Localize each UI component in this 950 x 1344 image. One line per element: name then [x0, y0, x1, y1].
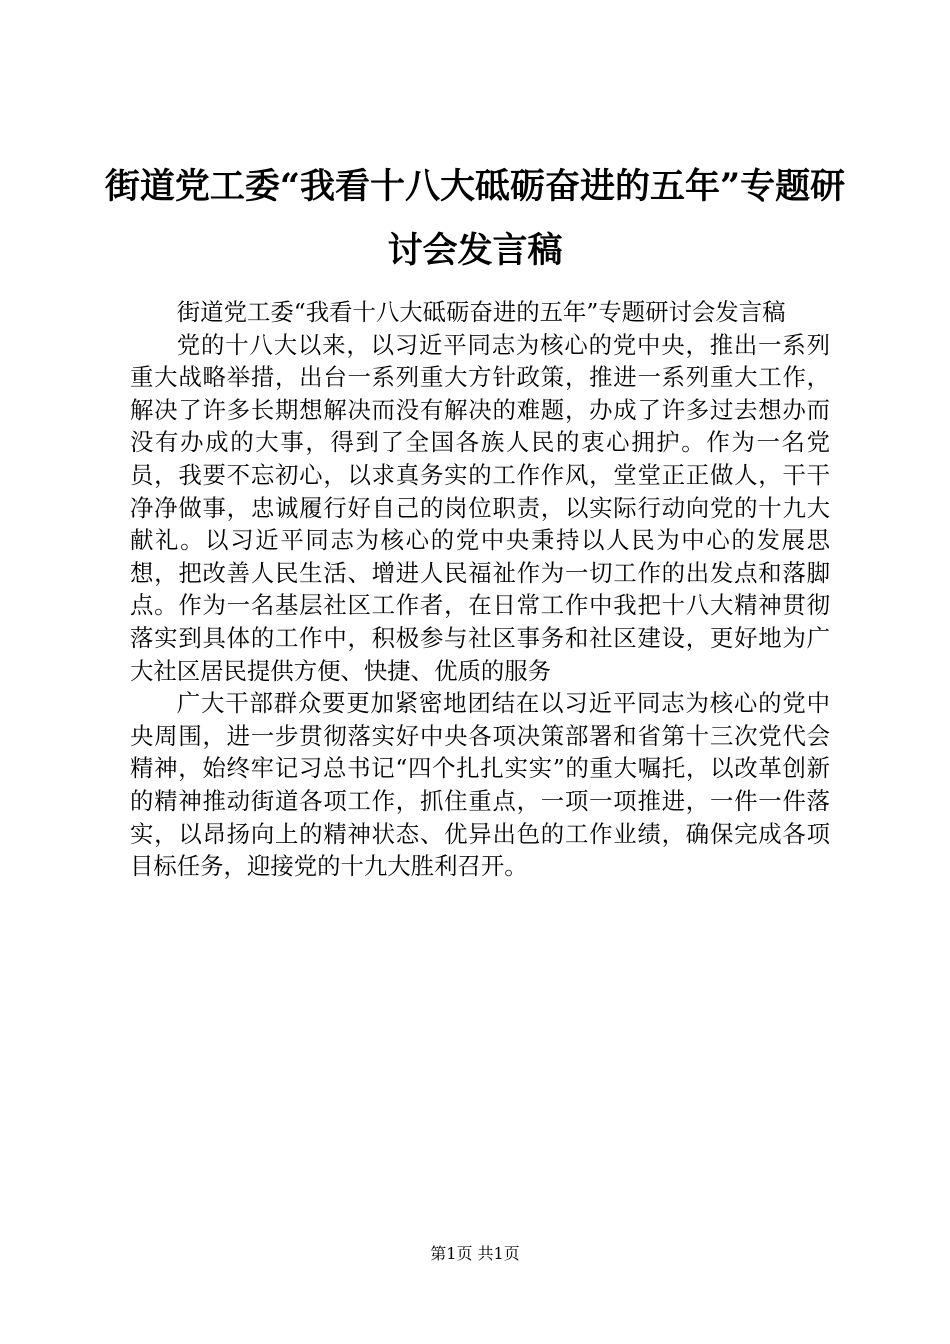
paragraph-heading-repeat: 街道党工委“我看十八大砥砺奋进的五年”专题研讨会发言稿 [176, 298, 786, 326]
paragraph-1: 党的十八大以来，以习近平同志为核心的党中央，推出一系列重大战略举措，出台一系列重大方针政策，推进一系列重大工作，解决了许多长期想解决而没有解决的难题，办成了许多过去想办而没有办成的大事，得到了全国各族人民的衷心拥护。作为一名党员，我要不忘初心，以求真务实的工作作风，堂堂正正做人，干干净净做事，忠诚履行好自己的岗位职责，以实际行动向党的十九大献礼。以习近平同志为核心的党中央秉持以人民为中心的发展思想，把改善人民生活、增进人民福祉作为一切工作的出发点和落脚点。作为一名基层社区工作者，在日常工作中我把十八大精神贯彻落实到具体的工作中，积极参与社区事务和社区建设，更好地为广大社区居民提供方便、快捷、优质的服务 [130, 330, 830, 685]
paragraph-2: 广大干部群众要更加紧密地团结在以习近平同志为核心的党中央周围，进一步贯彻落实好中央各项决策部署和省第十三次党代会精神，始终牢记习总书记“四个扎扎实实”的重大嘱托，以改革创新的精神推动街道各项工作，抓住重点，一项一项推进，一件一件落实，以昂扬向上的精神状态、优异出色的工作业绩，确保完成各项目标任务，迎接党的十九大胜利召开。 [130, 689, 830, 881]
document-body [130, 296, 830, 883]
document-title: 街道党工委“我看十八大砥砺奋进的五年”专题研讨会发言稿 [104, 166, 846, 271]
page-footer: 第1页 共1页 [430, 1244, 520, 1263]
